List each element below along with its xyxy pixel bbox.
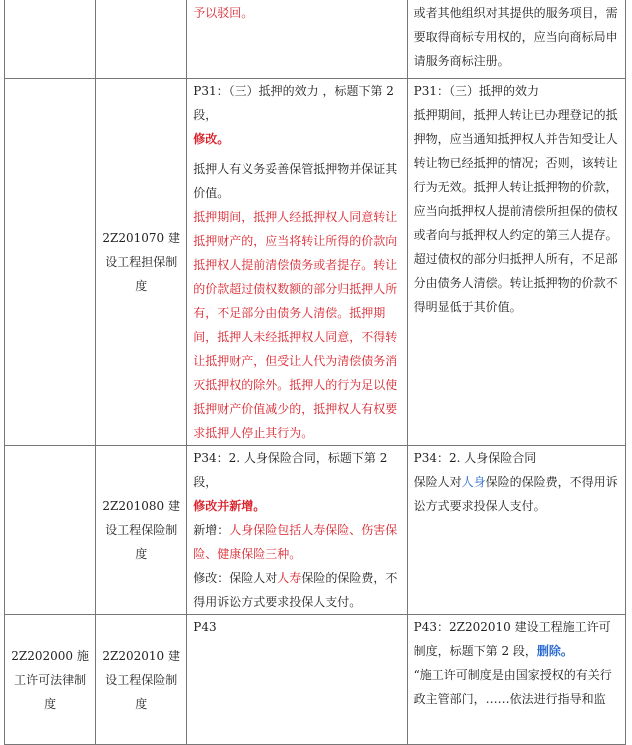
table-row bbox=[5, 615, 626, 745]
subsection-cell: 2Z202010 建设工程保险制度 bbox=[96, 615, 187, 745]
revised-cell bbox=[187, 79, 407, 446]
revised-new: 新增：人身保险包括人寿保险、伤害保险、健康保险三种。 bbox=[193, 523, 398, 561]
revised-text: P43 bbox=[193, 620, 217, 634]
original-body: 保险人对人身保险的保险费，不得用诉讼方式要求投保人支付。 bbox=[413, 475, 618, 513]
section-cell bbox=[5, 0, 96, 79]
revised-red-text: 抵押期间，抵押人经抵押权人同意转让抵押财产的，应当将转让所得的价款向抵押权人提前清偿债务或者提存。转让的价款超过债权数额的部分归抵押人所有，不足部分由债务人清偿。抵押期间，抵押人未经抵押权人同意，不得转让抵押财产，但受让人代为清偿债务消灭抵押权的除外。抵押人的行为足以使抵押财产价值减少的，抵押权人有权要求抵押人停止其行为。 bbox=[193, 210, 398, 440]
revised-text: 予以驳回。 bbox=[193, 6, 254, 20]
revised-action: 修改。 bbox=[193, 132, 230, 146]
subsection-cell: 2Z201080 建设工程保险制度 bbox=[96, 446, 187, 615]
subsection-cell bbox=[96, 0, 187, 79]
revised-cell bbox=[187, 446, 407, 615]
original-cell bbox=[407, 79, 625, 446]
revised-intro: 抵押人有义务妥善保管抵押物并保证其价值。 bbox=[193, 162, 398, 200]
original-cell bbox=[407, 0, 625, 79]
revised-heading: P34：2. 人身保险合同，标题下第 2 段， bbox=[193, 451, 388, 489]
original-heading: P31：（三）抵押的效力 bbox=[413, 84, 539, 98]
comparison-table bbox=[4, 0, 626, 745]
revised-cell bbox=[187, 615, 407, 745]
table-row bbox=[5, 446, 626, 615]
original-cell bbox=[407, 446, 625, 615]
section-cell bbox=[5, 79, 96, 446]
original-text: 或者其他组织对其提供的服务项目，需要取得商标专用权的，应当向商标局申请服务商标注册。 bbox=[413, 6, 618, 68]
revised-mod: 修改：保险人对人寿保险的保险费，不得用诉讼方式要求投保人支付。 bbox=[193, 571, 398, 609]
subsection-cell: 2Z201070 建设工程担保制度 bbox=[96, 79, 187, 446]
original-heading: P43：2Z202010 建设工程施工许可制度，标题下第 2 段，删除。 bbox=[413, 620, 611, 658]
section-cell bbox=[5, 446, 96, 615]
original-body: 抵押期间，抵押人转让已办理登记的抵押物，应当通知抵押权人并告知受让人转让物已经抵押的情况；否则，该转让行为无效。抵押人转让抵押物的价款，应当向抵押权人提前清偿所担保的债权或者向与抵押权人约定的第三人提存。超过债权的部分归抵押人所有，不足部分由债务人清偿。转让抵押物的价款不得明显低于其价值。 bbox=[413, 108, 618, 314]
original-heading: P34：2. 人身保险合同 bbox=[413, 451, 537, 465]
revised-cell bbox=[187, 0, 407, 79]
section-cell: 2Z202000 施工许可法律制度 bbox=[5, 615, 96, 745]
revised-action: 修改并新增。 bbox=[193, 499, 266, 513]
table-row bbox=[5, 0, 626, 79]
revised-heading: P31：（三）抵押的效力 ，标题下第 2 段， bbox=[193, 84, 394, 122]
original-cell bbox=[407, 615, 625, 745]
table-row bbox=[5, 79, 626, 446]
original-body: “施工许可制度是由国家授权的有关行政主管部门，……依法进行指导和监 bbox=[413, 668, 612, 706]
